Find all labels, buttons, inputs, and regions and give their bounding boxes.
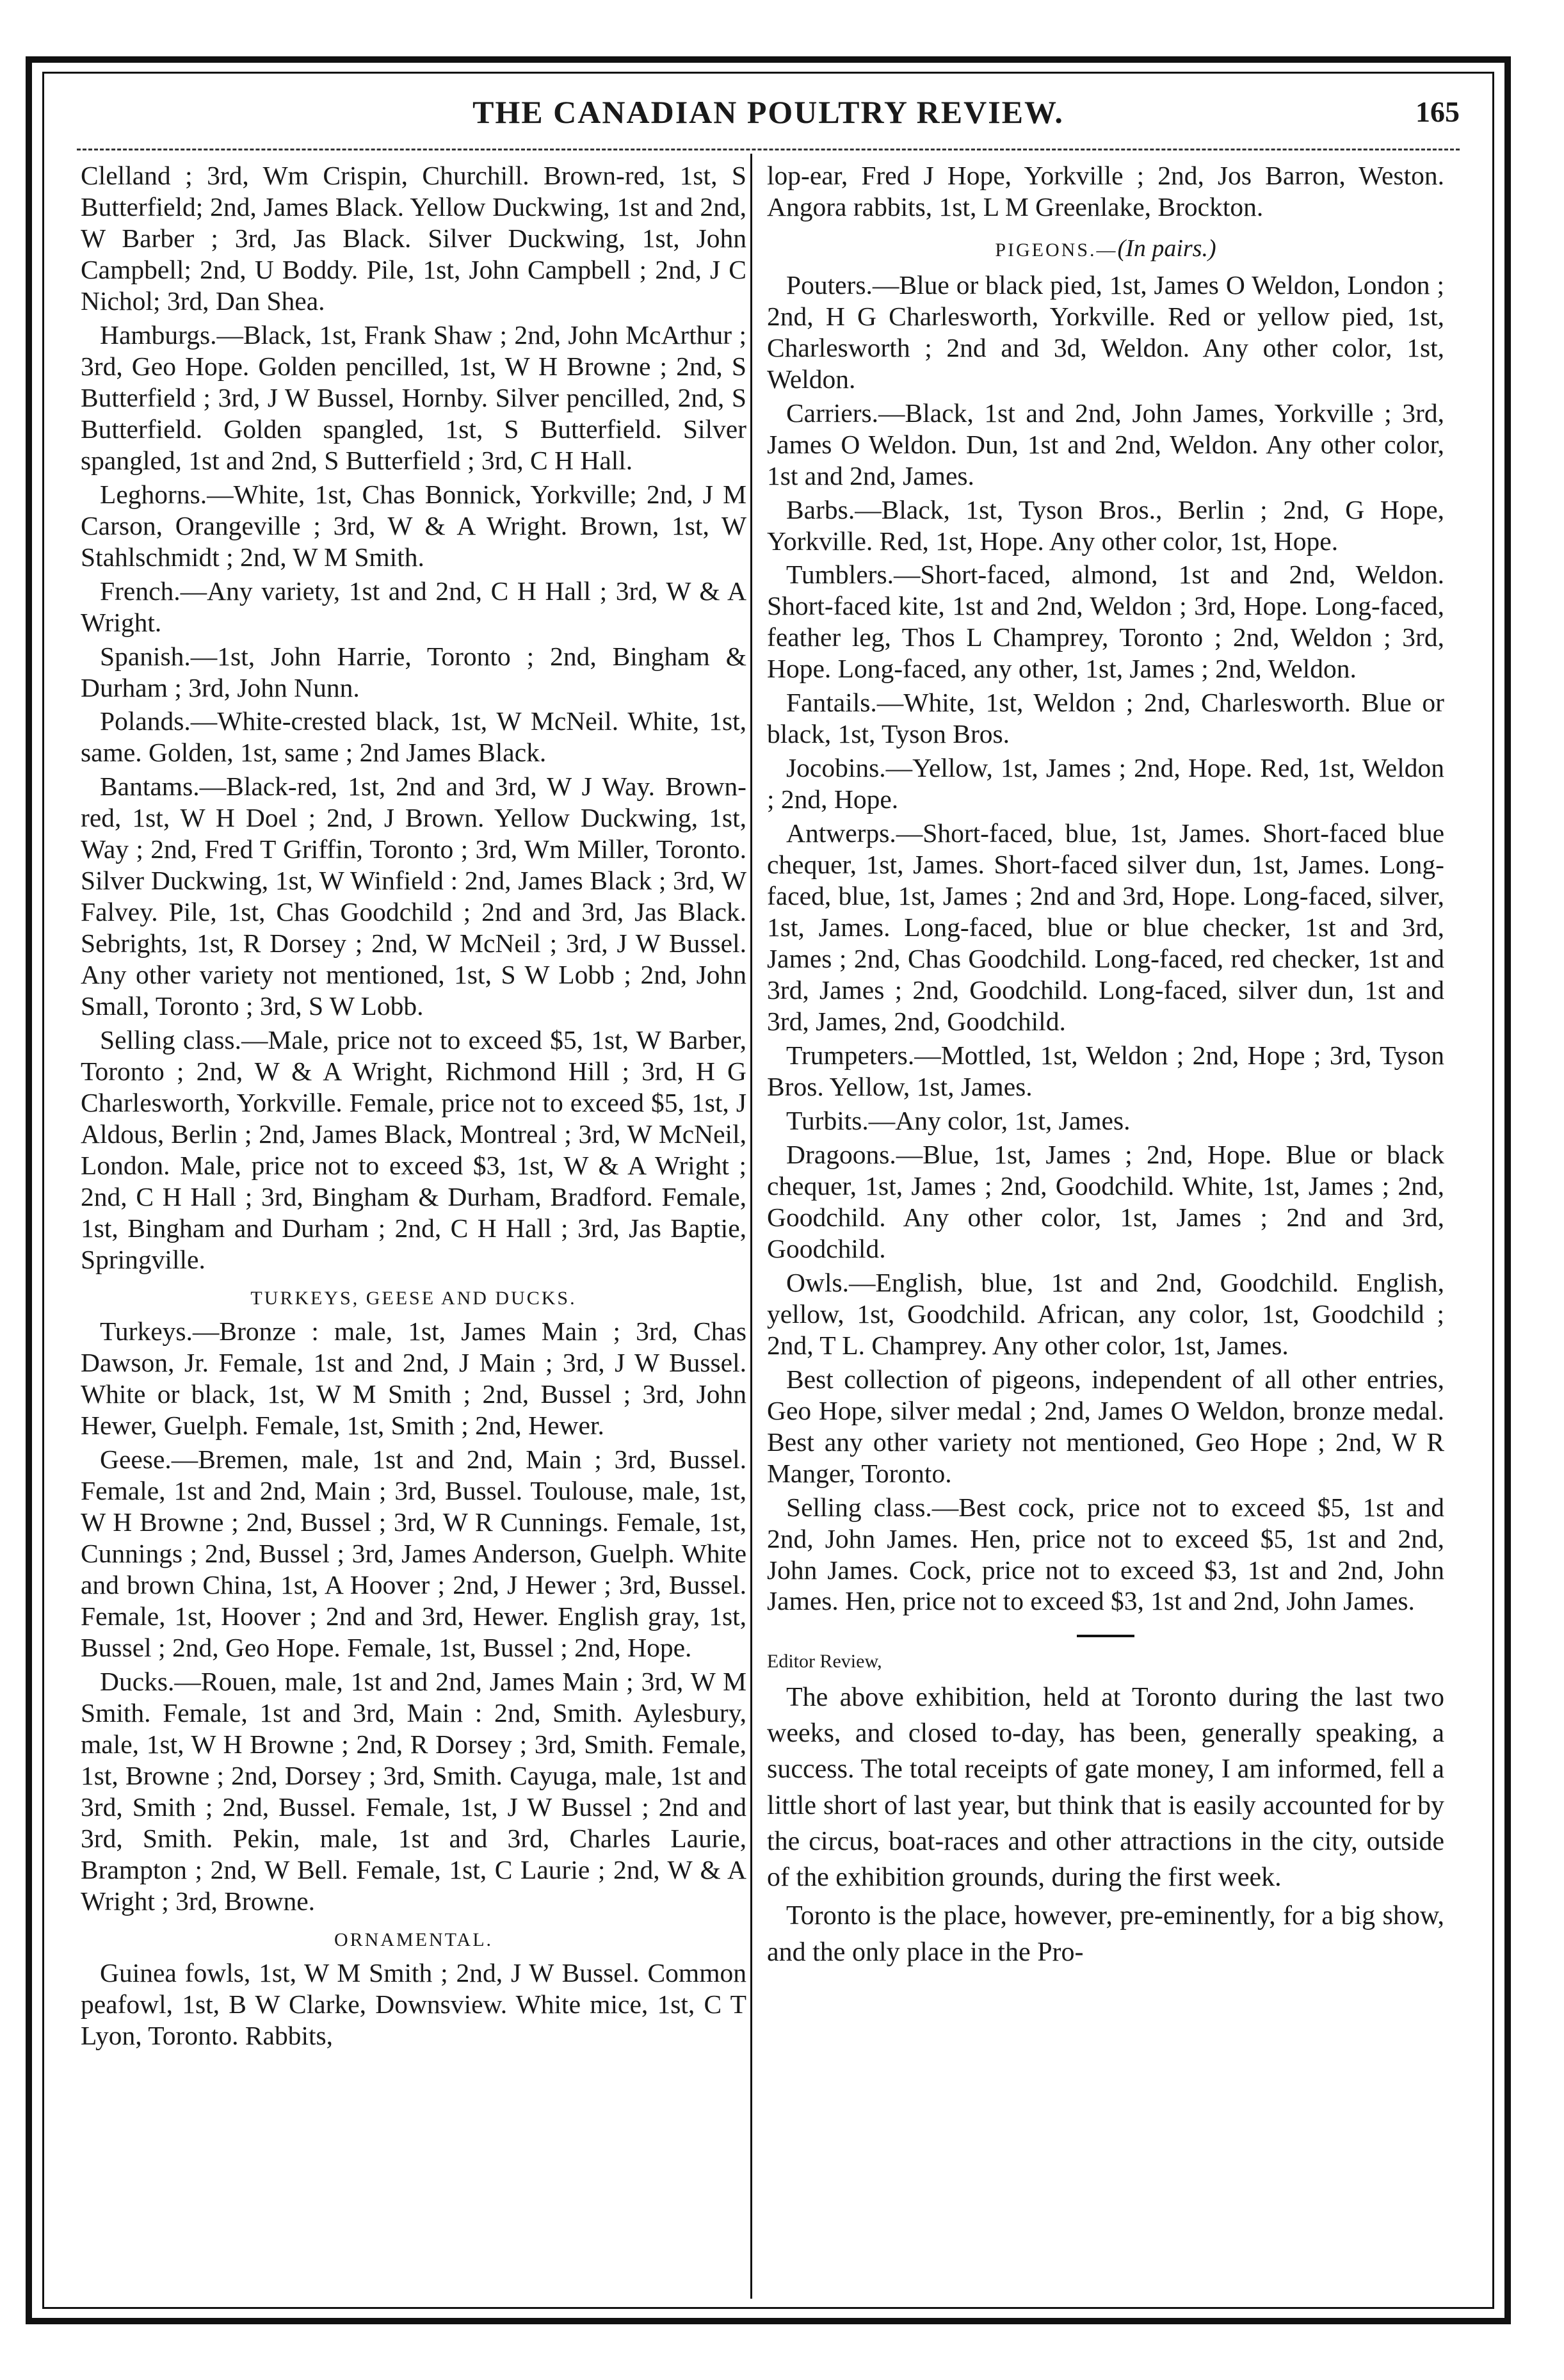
- section-heading-pigeons-label: PIGEONS.—: [995, 239, 1118, 261]
- paragraph: Barbs.—Black, 1st, Tyson Bros., Berlin ; 2nd, G Hope, Yorkville. Red, 1st, Hope. Any other color, 1st, Hope.: [767, 494, 1444, 556]
- paragraph: Pouters.—Blue or black pied, 1st, James O Weldon, London ; 2nd, H G Charlesworth, Yorkville. Red or yellow pied, 1st, Charlesworth ; 2nd and 3d, Weldon. Any other color, 1st, Weldon.: [767, 270, 1444, 394]
- paragraph: Turkeys.—Bronze : male, 1st, James Main ; 3rd, Chas Dawson, Jr. Female, 1st and 2nd, J Main ; 3rd, J W Bussel. White or black, 1st, W M Smith ; 2nd, Bussel ; 3rd, John Hewer, Guelph. Female, 1st, Smith ; 2nd, Hewer.: [81, 1316, 746, 1441]
- paragraph: Clelland ; 3rd, Wm Crispin, Churchill. Brown-red, 1st, S Butterfield; 2nd, James Black. Yellow Duckwing, 1st and 2nd, W Barber ; 3rd, Jas Black. Silver Duckwing, 1st, John Campbell; 2nd, U Boddy. Pile, 1st, John Campbell ; 2nd, J C Nichol; 3rd, Dan Shea.: [81, 161, 746, 316]
- journal-title: THE CANADIAN POULTRY REVIEW.: [472, 94, 1064, 130]
- right-column: [767, 160, 1444, 2299]
- paragraph: Carriers.—Black, 1st and 2nd, John James, Yorkville ; 3rd, James O Weldon. Dun, 1st and 2nd, Weldon. Any other color, 1st and 2nd, James.: [767, 398, 1444, 490]
- page-header: [77, 90, 1460, 141]
- left-column: [81, 160, 746, 2299]
- paragraph: Bantams.—Black-red, 1st, 2nd and 3rd, W J Way. Brown-red, 1st, W H Doel ; 2nd, J Brown. Yellow Duckwing, 1st, Way ; 2nd, Fred T Griffin, Toronto ; 3rd, Wm Miller, Toronto. Silver Duckwing, 1st, W Winfield : 2nd, James Black ; 3rd, W Falvey. Pile, 1st, Chas Goodchild ; 2nd and 3rd, Jas Black. Sebrights, 1st, R Dorsey ; 2nd, W McNeil ; 3rd, J W Bussel. Any other variety not mentioned, 1st, S W Lobb ; 2nd, John Small, Toronto ; 3rd, S W Lobb.: [81, 772, 746, 1021]
- paragraph: The above exhibition, held at Toronto during the last two weeks, and closed to-day, has been, generally speaking, a success. The total receipts of gate money, I am informed, fell a little short of last year, but think that is easily accounted for by the circus, boat-races and other attractions in the city, outside of the exhibition grounds, during the first week.: [767, 1682, 1444, 1893]
- paragraph: Dragoons.—Blue, 1st, James ; 2nd, Hope. Blue or black chequer, 1st, James ; 2nd, Goodchild. White, 1st, James ; 2nd, Goodchild. Any other color, 1st, James ; 2nd and 3rd, Goodchild.: [767, 1139, 1444, 1263]
- paragraph: Trumpeters.—Mottled, 1st, Weldon ; 2nd, Hope ; 3rd, Tyson Bros. Yellow, 1st, James.: [767, 1040, 1444, 1101]
- paragraph: Selling class.—Male, price not to exceed $5, 1st, W Barber, Toronto ; 2nd, W & A Wright, Richmond Hill ; 3rd, H G Charlesworth, Yorkville. Female, price not to exceed $5, 1st, J Aldous, Berlin ; 2nd, James Black, Montreal ; 3rd, W McNeil, London. Male, price not to exceed $3, 1st, W & A Wright ; 2nd, C H Hall ; 3rd, Bingham & Durham, Bradford. Female, 1st, Bingham and Durham ; 2nd, C H Hall ; 3rd, Jas Baptie, Springville.: [81, 1025, 746, 1274]
- paragraph: Antwerps.—Short-faced, blue, 1st, James. Short-faced blue chequer, 1st, James. Short-faced silver dun, 1st, James. Long-faced, blue, 1st, James ; 2nd and 3rd, Hope. Long-faced, silver, 1st, James. Long-faced, blue or blue checker, 1st and 3rd, James ; 2nd, Chas Goodchild. Long-faced, red checker, 1st and 3rd, James ; 2nd, Goodchild. Long-faced, silver dun, 1st and 3rd, James, 2nd, Goodchild.: [767, 818, 1444, 1037]
- paragraph: Selling class.—Best cock, price not to exceed $5, 1st and 2nd, John James. Hen, price not to exceed $5, 1st and 2nd, John James. Cock, price not to exceed $3, 1st and 2nd, John James. Hen, price not to exceed $3, 1st and 2nd, John James.: [767, 1492, 1444, 1616]
- section-heading-pigeons: [767, 234, 1444, 263]
- paragraph: Fantails.—White, 1st, Weldon ; 2nd, Charlesworth. Blue or black, 1st, Tyson Bros.: [767, 688, 1444, 749]
- separator-rule: [1077, 1635, 1134, 1637]
- paragraph: Turbits.—Any color, 1st, James.: [786, 1105, 1131, 1135]
- page-number: 165: [1415, 95, 1460, 128]
- paragraph: Leghorns.—White, 1st, Chas Bonnick, Yorkville; 2nd, J M Carson, Orangeville ; 3rd, W & A Wright. Brown, 1st, W Stahlschmidt ; 2nd, W M Smith.: [81, 479, 746, 572]
- paragraph: Toronto is the place, however, pre-eminently, for a big show, and the only place in the Pro-: [767, 1901, 1444, 1967]
- header-rule: [77, 149, 1460, 150]
- section-heading-pigeons-note: (In pairs.): [1117, 234, 1216, 262]
- section-heading-turkeys: TURKEYS, GEESE AND DUCKS.: [250, 1287, 577, 1309]
- paragraph: Polands.—White-crested black, 1st, W McNeil. White, 1st, same. Golden, 1st, same ; 2nd James Black.: [81, 706, 746, 768]
- paragraph: Guinea fowls, 1st, W M Smith ; 2nd, J W Bussel. Common peafowl, 1st, B W Clarke, Downsview. White mice, 1st, C T Lyon, Toronto. Rabbits,: [81, 1958, 746, 2051]
- paragraph: Hamburgs.—Black, 1st, Frank Shaw ; 2nd, John McArthur ; 3rd, Geo Hope. Golden pencilled, 1st, W H Browne ; 2nd, S Butterfield ; 3rd, J W Bussel, Hornby. Silver pencilled, 2nd, S Butterfield. Golden spangled, 1st, S Butterfield. Silver spangled, 1st and 2nd, S Butterfield ; 3rd, C H Hall.: [81, 320, 746, 475]
- editorial: [767, 1680, 1444, 1970]
- paragraph: Tumblers.—Short-faced, almond, 1st and 2nd, Weldon. Short-faced kite, 1st and 2nd, Weldon ; 3rd, Hope. Long-faced, feather leg, Thos L Champrey, Toronto ; 2nd, Weldon ; 3rd, Hope. Long-faced, any other, 1st, James ; 2nd, Weldon.: [767, 560, 1444, 684]
- editor-heading: Editor Review,: [767, 1651, 882, 1672]
- paragraph: Ducks.—Rouen, male, 1st and 2nd, James Main ; 3rd, W M Smith. Female, 1st and 3rd, Main : 2nd, Smith. Aylesbury, male, 1st, W H Browne ; 2nd, R Dorsey ; 3rd, Smith. Female, 1st, Browne ; 2nd, Dorsey ; 3rd, Smith. Cayuga, male, 1st and 3rd, Smith ; 2nd, Bussel. Female, 1st, J W Bussel ; 2nd and 3rd, Smith. Pekin, male, 1st and 3rd, Charles Laurie, Brampton ; 2nd, W Bell. Female, 1st, C Laurie ; 2nd, W & A Wright ; 3rd, Browne.: [81, 1666, 746, 1916]
- paragraph: Jocobins.—Yellow, 1st, James ; 2nd, Hope. Red, 1st, Weldon ; 2nd, Hope.: [767, 753, 1444, 814]
- paragraph: French.—Any variety, 1st and 2nd, C H Hall ; 3rd, W & A Wright.: [81, 576, 746, 637]
- paragraph: Geese.—Bremen, male, 1st and 2nd, Main ; 3rd, Bussel. Female, 1st and 2nd, Main ; 3rd, Bussel. Toulouse, male, 1st, W H Browne ; 2nd, Bussel ; 3rd, W R Cunnings. Female, 1st, Cunnings ; 2nd, Bussel ; 3rd, James Anderson, Guelph. White and brown China, 1st, A Hoover ; 2nd, J Hewer ; 3rd, Bussel. Female, 1st, Hoover ; 2nd and 3rd, Hewer. English gray, 1st, Bussel ; 2nd, Geo Hope. Female, 1st, Bussel ; 2nd, Hope.: [81, 1445, 746, 1662]
- column-divider: [750, 154, 752, 2299]
- paragraph: Spanish.—1st, John Harrie, Toronto ; 2nd, Bingham & Durham ; 3rd, John Nunn.: [81, 641, 746, 702]
- section-heading-ornamental: ORNAMENTAL.: [334, 1929, 494, 1950]
- paragraph: lop-ear, Fred J Hope, Yorkville ; 2nd, Jos Barron, Weston. Angora rabbits, 1st, L M Greenlake, Brockton.: [767, 161, 1444, 222]
- paragraph: Owls.—English, blue, 1st and 2nd, Goodchild. English, yellow, 1st, Goodchild. African, any color, 1st, Goodchild ; 2nd, T L. Champrey. Any other color, 1st, James.: [767, 1267, 1444, 1360]
- paragraph: Best collection of pigeons, independent of all other entries, Geo Hope, silver medal ; 2nd, James O Weldon, bronze medal. Best any other variety not mentioned, Geo Hope ; 2nd, W R Manger, Toronto.: [767, 1364, 1444, 1488]
